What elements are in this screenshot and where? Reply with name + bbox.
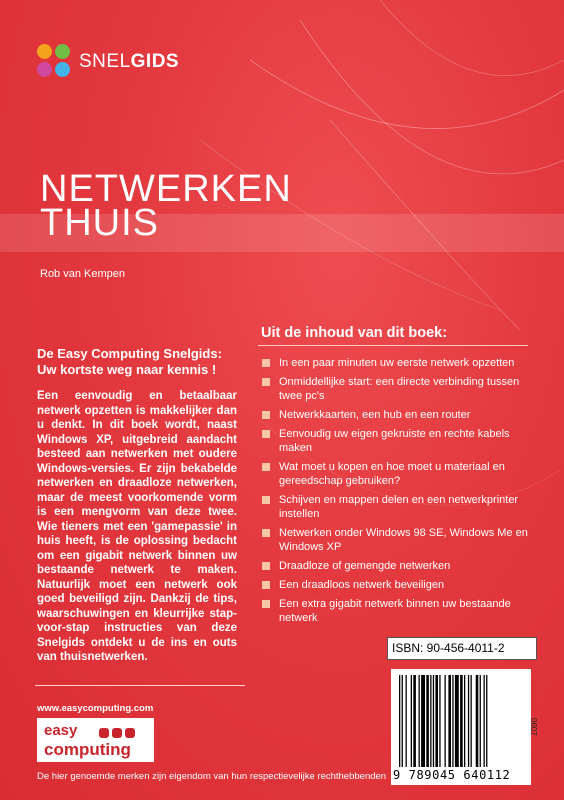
bullet-square-icon [262, 359, 270, 367]
bullet-square-icon [262, 496, 270, 504]
barcode-bars [399, 675, 523, 767]
bullet-square-icon [262, 378, 270, 386]
easy-computing-logo [37, 718, 154, 762]
list-item-text: Een extra gigabit netwerk binnen uw bestaande netwerk [279, 598, 511, 624]
publisher-url: www.easycomputing.com [37, 703, 154, 714]
bullet-square-icon [262, 411, 270, 419]
list-item [262, 597, 530, 625]
publisher-logo-line-2: computing [44, 740, 131, 759]
list-item-text: Eenvoudig uw eigen gekruiste en rechte kabels maken [279, 428, 510, 454]
brand-bold: GIDS [130, 51, 180, 72]
isbn-label: ISBN: 90-456-4011-2 [392, 641, 505, 655]
bullet-square-icon [262, 600, 270, 608]
bullet-square-icon [262, 430, 270, 438]
list-item [262, 460, 530, 488]
list-item [262, 559, 530, 573]
intro-heading: De Easy Computing Snelgids: Uw kortste weg naar kennis ! [37, 346, 222, 377]
brand-name [79, 51, 179, 73]
list-item [262, 578, 530, 592]
list-item-text: Wat moet u kopen en hoe moet u materiaal en gereedschap gebruiken? [279, 461, 505, 487]
list-item-text: In een paar minuten uw eerste netwerk opzetten [279, 357, 515, 369]
bullet-square-icon [262, 581, 270, 589]
book-title [40, 168, 292, 244]
divider [35, 685, 245, 686]
contents-divider [258, 345, 528, 346]
title-line-2: THUIS [40, 202, 159, 244]
list-item-text: Draadloze of gemengde netwerken [279, 560, 451, 572]
publisher-logo-line-1: easy [44, 722, 78, 739]
title-line-1: NETWERKEN [40, 168, 292, 210]
bullet-square-icon [262, 529, 270, 537]
barcode-digits: 9 789045 640112 [393, 768, 511, 782]
barcode [391, 669, 531, 785]
print-code: 0607 [529, 718, 538, 736]
list-item [262, 408, 530, 422]
list-item-text: Een draadloos netwerk beveiligen [279, 579, 445, 591]
list-item [262, 526, 530, 554]
contents-heading: Uit de inhoud van dit boek: [261, 325, 448, 341]
list-item [262, 375, 530, 403]
list-item [262, 493, 530, 521]
list-item [262, 427, 530, 455]
brand-light: SNEL [79, 51, 131, 72]
snelgids-logo-icon [37, 44, 73, 80]
bullet-square-icon [262, 463, 270, 471]
list-item-text: Schijven en mappen delen en een netwerkprinter instellen [279, 494, 519, 520]
bullet-square-icon [262, 562, 270, 570]
intro-body: Een eenvoudig en betaalbaar netwerk opzetten is makkelijker dan u denkt. In dit boek wordt, naast Windows XP, uitgebreid aandacht besteed aan netwerken met oudere Windows-versies. Er zijn bekabelde netwerken en draadloze netwerken, maar de meest voorkomende vorm is een mengvorm van deze twee. Wie tieners met een 'gamepassie' in huis heeft, is de oplossing bedacht om een gigabit netwerk binnen uw bestaande netwerk te maken. Natuurlijk moet een netwerk ook goed beveiligd zijn. Dankzij de tips, waarschuwingen en kleurrijke stap-voor-stap instructies van deze Snelgids ontdekt u de ins en outs van thuisnetwerken. [37, 390, 237, 663]
list-item [262, 356, 530, 370]
author-name: Rob van Kempen [40, 268, 125, 280]
contents-list [262, 356, 530, 630]
list-item-text: Netwerkkaarten, een hub en een router [279, 409, 471, 421]
list-item-text: Onmiddellijke start: een directe verbinding tussen twee pc's [279, 376, 520, 402]
trademark-disclaimer: De hier genoemde merken zijn eigendom van hun respectievelijke rechthebbenden [37, 771, 387, 782]
list-item-text: Netwerken onder Windows 98 SE, Windows Me en Windows XP [279, 527, 528, 553]
